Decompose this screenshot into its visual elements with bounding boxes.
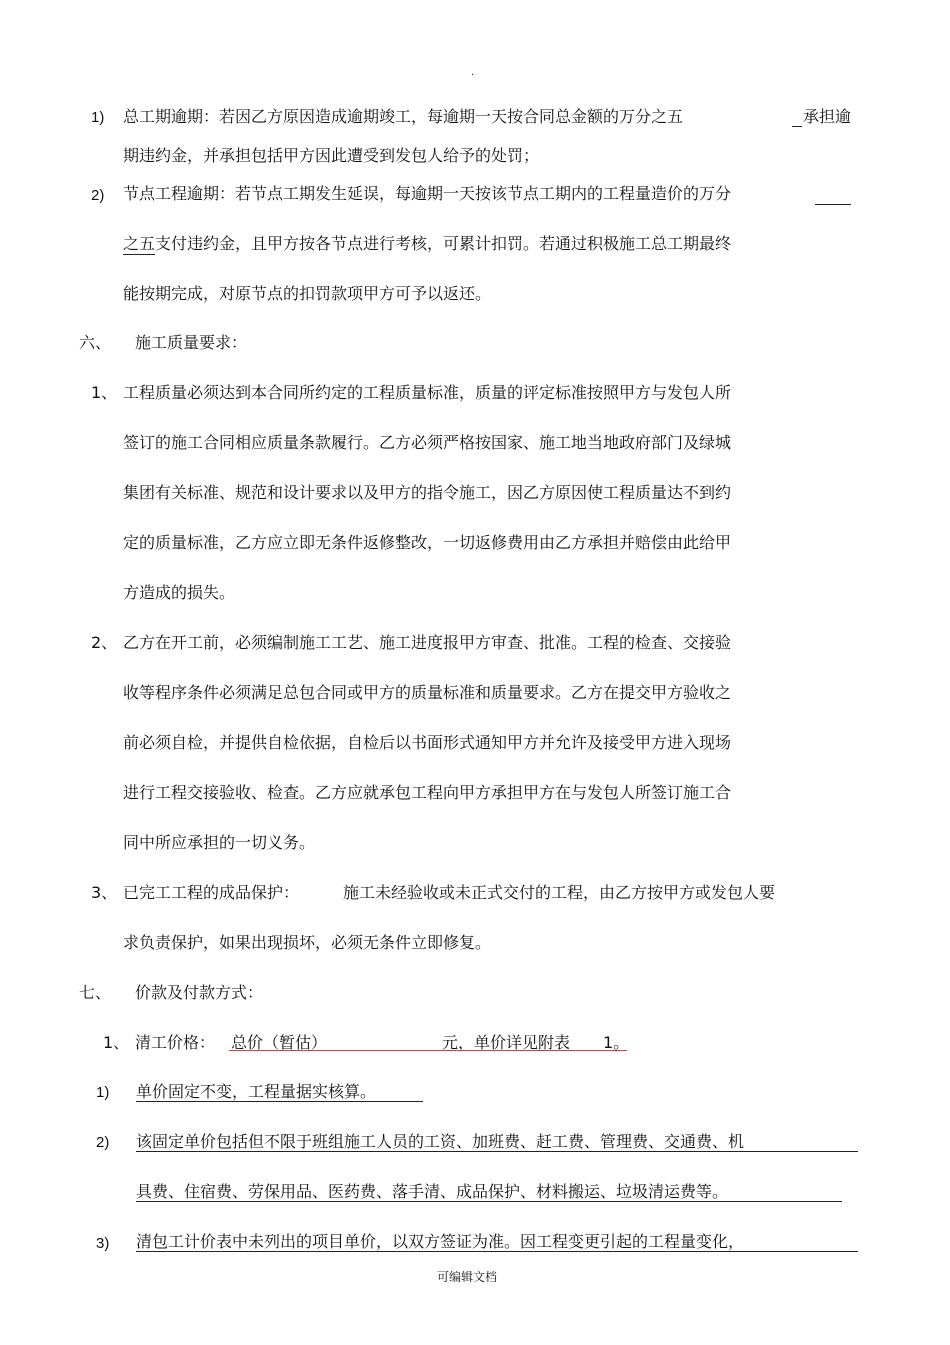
clause-text: 工程质量必须达到本合同所约定的工程质量标准，质量的评定标准按照甲方与发包人所 <box>123 383 732 402</box>
clause-text: 单价固定不变，工程量据实核算。 <box>136 1082 377 1101</box>
clause-text: 已完工工程的成品保护： <box>123 883 300 902</box>
clause-text: 乙方在开工前，必须编制施工工艺、施工进度报甲方审查、批准。工程的检查、交接验 <box>123 633 732 652</box>
clause-text: 期违约金，并承担包括甲方因此遭受到发包人给予的处罚； <box>123 146 540 165</box>
blank-underline <box>792 126 802 127</box>
section-title: 价款及付款方式： <box>135 983 264 1002</box>
underlined-value: 之五 <box>123 234 156 253</box>
item-number: 1) <box>96 1084 110 1101</box>
item-number: 2) <box>96 1134 110 1151</box>
field-label: 清工价格： <box>135 1033 216 1052</box>
item-number: 2、 <box>91 633 118 652</box>
clause-text: 定的质量标准，乙方应立即无条件返修整改，一切返修费用由乙方承担并赔偿由此给甲 <box>123 533 732 552</box>
top-mark: · <box>471 70 475 81</box>
item-number: 3、 <box>91 883 118 902</box>
clause-text: 进行工程交接验收、检查。乙方应就承包工程向甲方承担甲方在与发包人所签订施工合 <box>123 783 732 802</box>
section-number: 七、 <box>79 983 112 1002</box>
item-number: 3) <box>96 1235 110 1252</box>
appendix-ref: 1。 <box>603 1033 630 1052</box>
clause-text: 前必须自检，并提供自检依据，自检后以书面形式通知甲方并允许及接受甲方进入现场 <box>123 733 732 752</box>
text-underline <box>136 1201 842 1202</box>
section-title: 施工质量要求： <box>135 333 248 352</box>
text-underline <box>136 1251 858 1252</box>
item-number: 1、 <box>103 1033 130 1052</box>
clause-text: 总工期逾期：若因乙方原因造成逾期竣工，每逾期一天按合同总金额的万分之五 <box>123 107 684 126</box>
item-number: 1、 <box>91 383 118 402</box>
clause-text: 集团有关标准、规范和设计要求以及甲方的指令施工，因乙方原因使工程质量达不到约 <box>123 483 732 502</box>
clause-text: 求负责保护，如果出现损坏，必须无条件立即修复。 <box>123 933 492 952</box>
footer-text: 可编辑文档 <box>437 1270 498 1284</box>
price-total: 总价（暂估） <box>231 1033 328 1052</box>
clause-text: 清包工计价表中未列出的项目单价，以双方签证为准。因工程变更引起的工程量变化， <box>136 1232 745 1251</box>
clause-text: 同中所应承担的一切义务。 <box>123 833 316 852</box>
text-underline <box>136 1101 423 1102</box>
clause-text: 具费、住宿费、劳保用品、医药费、落手清、成品保护、材料搬运、垃圾清运费等。 <box>136 1182 729 1201</box>
blank-underline <box>815 204 851 205</box>
price-note: 元，单价详见附表 <box>442 1033 571 1052</box>
item-number: 2) <box>91 187 105 204</box>
clause-text: 签订的施工合同相应质量条款履行。乙方必须严格按国家、施工地当地政府部门及绿城 <box>123 433 732 452</box>
red-underline <box>229 1050 627 1051</box>
clause-text: 支付违约金，且甲方按各节点进行考核，可累计扣罚。若通过积极施工总工期最终 <box>155 234 732 253</box>
text-underline <box>136 1151 858 1152</box>
clause-text: 施工未经验收或未正式交付的工程，由乙方按甲方或发包人要 <box>343 883 776 902</box>
clause-text: 承担逾 <box>803 107 852 126</box>
clause-text: 节点工程逾期：若节点工期发生延误，每逾期一天按该节点工期内的工程量造价的万分 <box>123 184 732 203</box>
clause-text: 能按期完成，对原节点的扣罚款项甲方可予以返还。 <box>123 284 492 303</box>
clause-text: 该固定单价包括但不限于班组施工人员的工资、加班费、赶工费、管理费、交通费、机 <box>136 1132 745 1151</box>
clause-text: 收等程序条件必须满足总包合同或甲方的质量标准和质量要求。乙方在提交甲方验收之 <box>123 683 732 702</box>
clause-text: 方造成的损失。 <box>123 583 236 602</box>
section-number: 六、 <box>79 333 112 352</box>
item-number: 1) <box>91 109 105 126</box>
